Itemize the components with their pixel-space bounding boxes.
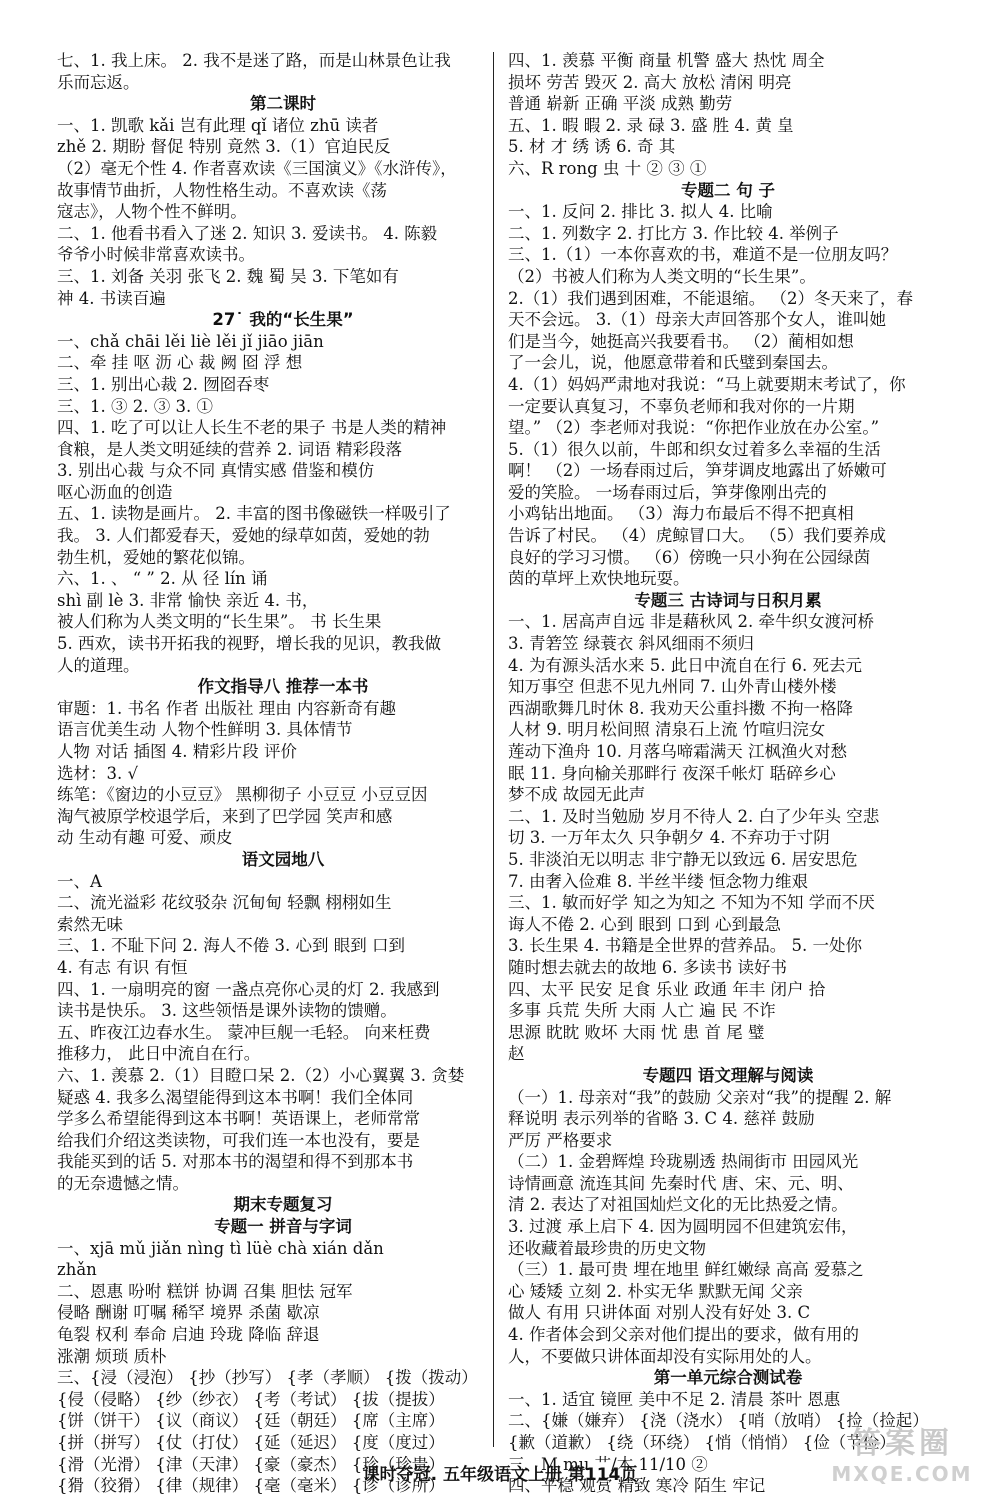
answer-line: 梦不成 故园无此声 (508, 785, 646, 805)
answer-line: 练笔：《窗边的小豆豆》 黑柳彻子 小豆豆 小豆豆因 (57, 785, 428, 805)
answer-line: 思源 眈眈 败坏 大雨 忧 患 首 尾 璧 (508, 1022, 765, 1042)
answer-line: 动 生动有趣 可爱、顽皮 (57, 828, 233, 848)
answer-line: 索然无味 (57, 914, 123, 934)
answer-line: 一、chǎ chāi lěi liè lěi jǐ jiāo jiān (57, 331, 324, 351)
answer-line: 损坏 劳苦 毁灭 2. 高大 放松 清闲 明亮 (508, 72, 792, 92)
answer-line: 二、{嫌（嫌弃） {浇（浇水） {哨（放哨） {捡（捡起） (508, 1411, 929, 1431)
answer-line: {拼（拼写） {仗（打仗） {延（延迟） {度（度过） (57, 1433, 445, 1452)
answer-line: 莲动下渔舟 10. 月落乌啼霜满天 江枫渔火对愁 (508, 742, 847, 761)
answer-line: 二、恩惠 吩咐 糕饼 协调 召集 胆怯 冠军 (57, 1281, 353, 1301)
answer-line: 被人们称为人类文明的“长生果”。 书 长生果 (57, 612, 382, 632)
answer-line: 三、1. 刘备 关羽 张飞 2. 魏 蜀 吴 3. 下笔如有 (57, 266, 399, 286)
answer-line: 多事 兵荒 失所 大雨 人亡 遍 民 不诈 (508, 1001, 776, 1021)
answer-line: 七、1. 我上床。 2. 我不是迷了路，而是山林景色让我 (57, 51, 451, 70)
answer-line: 给我们介绍这类读物，可我们连一本也没有，要是 (57, 1130, 420, 1150)
watermark-logo (822, 1418, 982, 1488)
answer-line: 人材 9. 明月松间照 清泉石上流 竹喧归浣女 (508, 720, 826, 740)
answer-line: 清 2. 表达了对祖国灿烂文化的无比热爱之情。 (508, 1195, 848, 1215)
watermark-top: 答案圈 (851, 1426, 953, 1461)
page-footer: 课时夺冠. 五年级语文上册 第114页 (362, 1465, 638, 1485)
answer-line: 还收藏着最珍贵的历史文物 (508, 1238, 706, 1258)
answer-line: 一、1. 凯歌 kǎi 岂有此理 qǐ 诸位 zhū 读者 (57, 115, 379, 135)
left-column (57, 50, 509, 1497)
answer-line: 随时想去就去的故地 6. 多读书 读好书 (508, 957, 787, 977)
answer-line: 严厉 严格要求 (508, 1130, 613, 1150)
answer-line: 四、太平 民安 足食 乐业 政通 年丰 闭户 拾 (508, 979, 826, 999)
answer-line: 们是当今，她挺高兴我要看书。 （2）蔺相如想 (508, 331, 854, 351)
answer-line: 疑惑 4. 我多么渴望能得到这本书啊！我们全体同 (57, 1087, 414, 1107)
answer-line: （一）1. 母亲对“我”的鼓励 父亲对“我”的提醒 2. 解 (508, 1087, 892, 1107)
answer-line: 侵略 酬谢 叮嘱 稀罕 境界 杀菌 歇凉 (57, 1303, 320, 1323)
answer-line: 茵的草坪上欢快地玩耍。 (508, 569, 690, 589)
answer-line: 人的道理。 (57, 655, 140, 675)
answer-line: 啊！ （2）一场春雨过后，笋芽调皮地露出了娇嫩可 (508, 461, 887, 481)
answer-line: 三、1. ③ 2. ③ 3. ① (57, 396, 213, 416)
answer-line: 4.（1）妈妈严肃地对我说：“马上就要期末考试了，你 (508, 374, 906, 394)
answer-line: 3. 别出心裁 与众不同 真情实感 借鉴和模仿 (57, 461, 375, 481)
answer-line: 一、1. 居高声自远 非是藉秋风 2. 牵牛织女渡河桥 (508, 612, 874, 632)
answer-line: 一、A (57, 871, 102, 891)
answer-line: 良好的学习习惯。 （6）傍晚一只小狗在公园绿茵 (508, 547, 871, 567)
answer-line: zhǎn (57, 1260, 97, 1280)
answer-line: 六、1. 羡慕 2.（1）目瞪口呆 2.（2）小心翼翼 3. 贪婪 (57, 1065, 465, 1085)
answer-line: 3. 过渡 承上启下 4. 因为圆明园不但建筑宏伟， (508, 1217, 858, 1237)
answer-line: 了一会儿，说，他愿意带着和氏璧到秦国去。 (508, 353, 838, 373)
answer-line: {猾（狡猾） {律（规律） {毫（毫米） {诊（诊所） (57, 1476, 445, 1496)
answer-line: 五、1. 读物是画片。 2. 丰富的图书像磁铁一样吸引了 (57, 504, 451, 524)
answer-line: 爱的笑脸。 一场春雨过后，笋芽像刚出壳的 (508, 482, 827, 502)
column-divider (493, 52, 494, 1447)
section-heading: 专题一 拼音与字词 (214, 1217, 352, 1237)
answer-line: 一定要认真复习，不辜负老师和我对你的一片期 (508, 396, 855, 416)
answer-line: {饼（饼干） {议（商议） {廷（朝廷） {席（主席） (57, 1411, 445, 1431)
answer-line: 三、1. 不耻下问 2. 海人不倦 3. 心到 眼到 口到 (57, 936, 405, 956)
section-heading: 第一单元综合测试卷 (653, 1368, 803, 1388)
answer-line: 二、牵 挂 呕 沥 心 裁 阙 囵 浮 想 (57, 353, 303, 373)
answer-line: 我能买到的话 5. 对那本书的渴望和得不到那本书 (57, 1152, 414, 1172)
answer-line: 寇志》，人物个性不鲜明。 (57, 202, 247, 222)
answer-line: 学多么希望能得到这本书啊！英语课上，老师常常 (57, 1109, 420, 1129)
answer-line: 三、M mu 艹/木 11/10 ② (508, 1454, 708, 1474)
answer-line: 诲人不倦 2. 心到 眼到 口到 心到最急 (508, 914, 781, 934)
answer-line: 天不会远。 3.（1）母亲大声回答那个女人，谁叫她 (508, 310, 886, 330)
answer-line: 语言优美生动 人物个性鲜明 3. 具体情节 (57, 720, 353, 740)
answer-line: 三、1. 别出心裁 2. 囫囵吞枣 (57, 374, 270, 394)
answer-line: 三、{浸（浸泡） {抄（抄写） {孝（孝顺） {拨（拨动） (57, 1368, 478, 1388)
section-heading: 期末专题复习 (233, 1195, 333, 1215)
answer-line: （二）1. 金碧辉煌 玲珑剔透 热闹街市 田园风光 (508, 1152, 859, 1172)
section-heading: 语文园地八 (241, 849, 325, 869)
answer-line: 一、1. 反问 2. 排比 3. 拟人 4. 比喻 (508, 202, 773, 222)
answer-line: {滑（光滑） {津（天津） {豪（豪杰） {珍（珍贵） (57, 1454, 445, 1474)
answer-line: 赵 (508, 1044, 525, 1064)
right-column (508, 50, 948, 1497)
answer-line: 二、1. 及时当勉励 岁月不待人 2. 白了少年头 空悲 (508, 806, 880, 826)
section-heading: 专题四 语文理解与阅读 (642, 1065, 814, 1085)
answer-line: 四、1. 吃了可以让人长生不老的果子 书是人类的精神 (57, 418, 447, 438)
section-heading: 第二课时 (250, 94, 316, 114)
answer-line: 我。 3. 人们都爱春天，爱她的绿草如茵，爱她的勃 (57, 526, 430, 546)
answer-line: 五、1. 暇 暇 2. 录 碌 3. 盛 胜 4. 黄 皇 (508, 115, 794, 135)
answer-line: 眠 11. 身向榆关那畔行 夜深千帐灯 聒碎乡心 (508, 763, 836, 783)
answer-line: 故事情节曲折，人物性格生动。不喜欢读《荡 (57, 180, 387, 200)
answer-line: 5. 材 才 绣 诱 6. 奇 其 (508, 137, 676, 157)
answer-line: 诗情画意 流连其间 先秦时代 唐、宋、元、明、 (508, 1173, 854, 1193)
answer-line: 5. 西欢，读书开拓我的视野，增长我的见识，教我做 (57, 634, 441, 654)
section-heading: 专题三 古诗词与日积月累 (634, 590, 822, 610)
answer-line: （三）1. 最可贵 埋在地里 鲜红嫩绿 高高 爱慕之 (508, 1260, 864, 1280)
answer-line: 四、1. 羡慕 平衡 商量 机警 盛大 热忱 周全 (508, 51, 825, 70)
answer-line: 4. 为有源头活水来 5. 此日中流自在行 6. 死去元 (508, 655, 862, 675)
answer-line: 六、R rong 虫 十 ② ③ ① (508, 158, 707, 178)
watermark-bottom: MXQE.COM (831, 1462, 973, 1486)
answer-line: 人物 对话 插图 4. 精彩片段 评价 (57, 742, 297, 761)
answer-line: 7. 由奢入俭难 8. 半丝半缕 恒念物力维艰 (508, 871, 808, 891)
answer-line: 的无奈遗憾之情。 (57, 1173, 189, 1193)
answer-line: {侵（侵略） {纱（纱衣） {考（考试） {拔（提拔） (57, 1389, 445, 1409)
answer-line: 审题：1. 书名 作者 出版社 理由 内容新奇有趣 (57, 698, 396, 718)
answer-line: 龟裂 权利 奉命 启迪 玲珑 降临 辞退 (57, 1325, 320, 1345)
answer-line: 3. 青箬笠 绿蓑衣 斜风细雨不须归 (508, 634, 754, 654)
answer-line: 推移力， 此日中流自在行。 (57, 1044, 261, 1064)
answer-line: 二、流光溢彩 花纹驳杂 沉甸甸 轻飘 栩栩如生 (57, 893, 392, 913)
answer-line: 释说明 表示列举的省略 3. C 4. 慈祥 鼓励 (508, 1109, 815, 1129)
answer-line: 一、xjā mǔ jiǎn nìng tì lüè chà xián dǎn (57, 1238, 384, 1258)
answer-line: 呕心沥血的创造 (57, 482, 173, 502)
answer-line: 六、1. 、 “ ” 2. 从 径 lín 诵 (57, 569, 268, 589)
answer-line: 二、1. 列数字 2. 打比方 3. 作比较 4. 举例子 (508, 223, 839, 243)
answer-line: 2.（1）我们遇到困难，不能退缩。 （2）冬天来了，春 (508, 288, 913, 308)
answer-line: 四、平稳 观赏 精致 寒冷 陌生 牢记 (508, 1476, 766, 1496)
answer-line: 望。” （2）李老师对我说：“你把作业放在办公室。” (508, 418, 880, 438)
answer-line: 人，不要做只讲体面却没有实际用处的人。 (508, 1346, 822, 1366)
answer-line: 三、1. 敏而好学 知之为知之 不知为不知 学而不厌 (508, 893, 875, 913)
answer-line: 读书是快乐。 3. 这些领悟是课外读物的馈赠。 (57, 1001, 397, 1021)
section-heading: 27˙ 我的“长生果” (212, 310, 354, 330)
answer-line: 4. 作者体会到父亲对他们提出的要求，做有用的 (508, 1325, 859, 1345)
answer-line: zhě 2. 期盼 督促 特别 竟然 3.（1）官迫民反 (57, 137, 391, 157)
answer-line: （2）毫无个性 4. 作者喜欢读《三国演义》《水浒传》， (57, 158, 457, 178)
answer-line: 小鸡钻出地面。 （3）海力布最后不得不把真相 (508, 504, 854, 524)
answer-line: 二、1. 他看书看入了迷 2. 知识 3. 爱读书。 4. 陈毅 (57, 223, 438, 243)
answer-line: 告诉了村民。 （4）虎鲸冒口大。 （5）我们要养成 (508, 526, 886, 546)
answer-line: {歉（道歉） {绕（环绕） {悄（悄悄） {俭（节俭） (508, 1433, 896, 1452)
answer-line: 三、1.（1）一本你喜欢的书，难道不是一位朋友吗？ (508, 245, 898, 265)
answer-line: 做人 有用 只讲体面 对别人没有好处 3. C (508, 1303, 811, 1323)
answer-line: 选材：3. √ (57, 763, 139, 783)
answer-line: 3. 长生果 4. 书籍是全世界的营养品。 5. 一处你 (508, 936, 862, 956)
section-heading: 作文指导八 推荐一本书 (197, 677, 369, 697)
answer-line: 勃生机，爱她的繁花似锦。 (57, 547, 255, 567)
answer-line: 食粮，是人类文明延续的营养 2. 词语 精彩段落 (57, 439, 402, 459)
answer-line: 四、1. 一扇明亮的窗 一盏点亮你心灵的灯 2. 我感到 (57, 979, 440, 999)
answer-line: 5. 非淡泊无以明志 非宁静无以致远 6. 居安思危 (508, 849, 858, 869)
answer-line: 5.（1）很久以前，牛郎和织女过着多么幸福的生活 (508, 439, 881, 459)
answer-line: 一、1. 适宜 镜匣 美中不足 2. 清晨 茶叶 恩惠 (508, 1389, 841, 1409)
answer-line: 涨潮 烦琐 质朴 (57, 1346, 167, 1366)
answer-line: 爷爷小时候非常喜欢读书。 (57, 245, 255, 265)
section-heading: 专题二 句 子 (681, 180, 775, 200)
answer-line: 知万事空 但悲不见九州同 7. 山外青山楼外楼 (508, 677, 837, 697)
answer-line: 心 矮矮 立刻 2. 朴实无华 默默无闻 父亲 (508, 1281, 803, 1301)
answer-line: 乐而忘返。 (57, 72, 140, 92)
answer-line: 五、昨夜江边春水生。 蒙冲巨舰一毛轻。 向来枉费 (57, 1022, 431, 1042)
answer-line: （2）书被人们称为人类文明的“长生果”。 (508, 266, 816, 286)
answer-line: 神 4. 书读百遍 (57, 288, 166, 308)
answer-line: 淘气被原学校退学后，来到了巴学园 笑声和感 (57, 806, 393, 826)
answer-line: 西湖歌舞几时休 8. 我劝天公重抖擞 不拘一格降 (508, 698, 853, 718)
answer-line: 普通 崭新 正确 平淡 成熟 勤劳 (508, 94, 733, 114)
answer-line: 4. 有志 有识 有恒 (57, 957, 188, 977)
answer-line: shì 副 lè 3. 非常 愉快 亲近 4. 书， (57, 590, 319, 610)
answer-line: 切 3. 一万年太久 只争朝夕 4. 不弃功于寸阴 (508, 828, 830, 848)
